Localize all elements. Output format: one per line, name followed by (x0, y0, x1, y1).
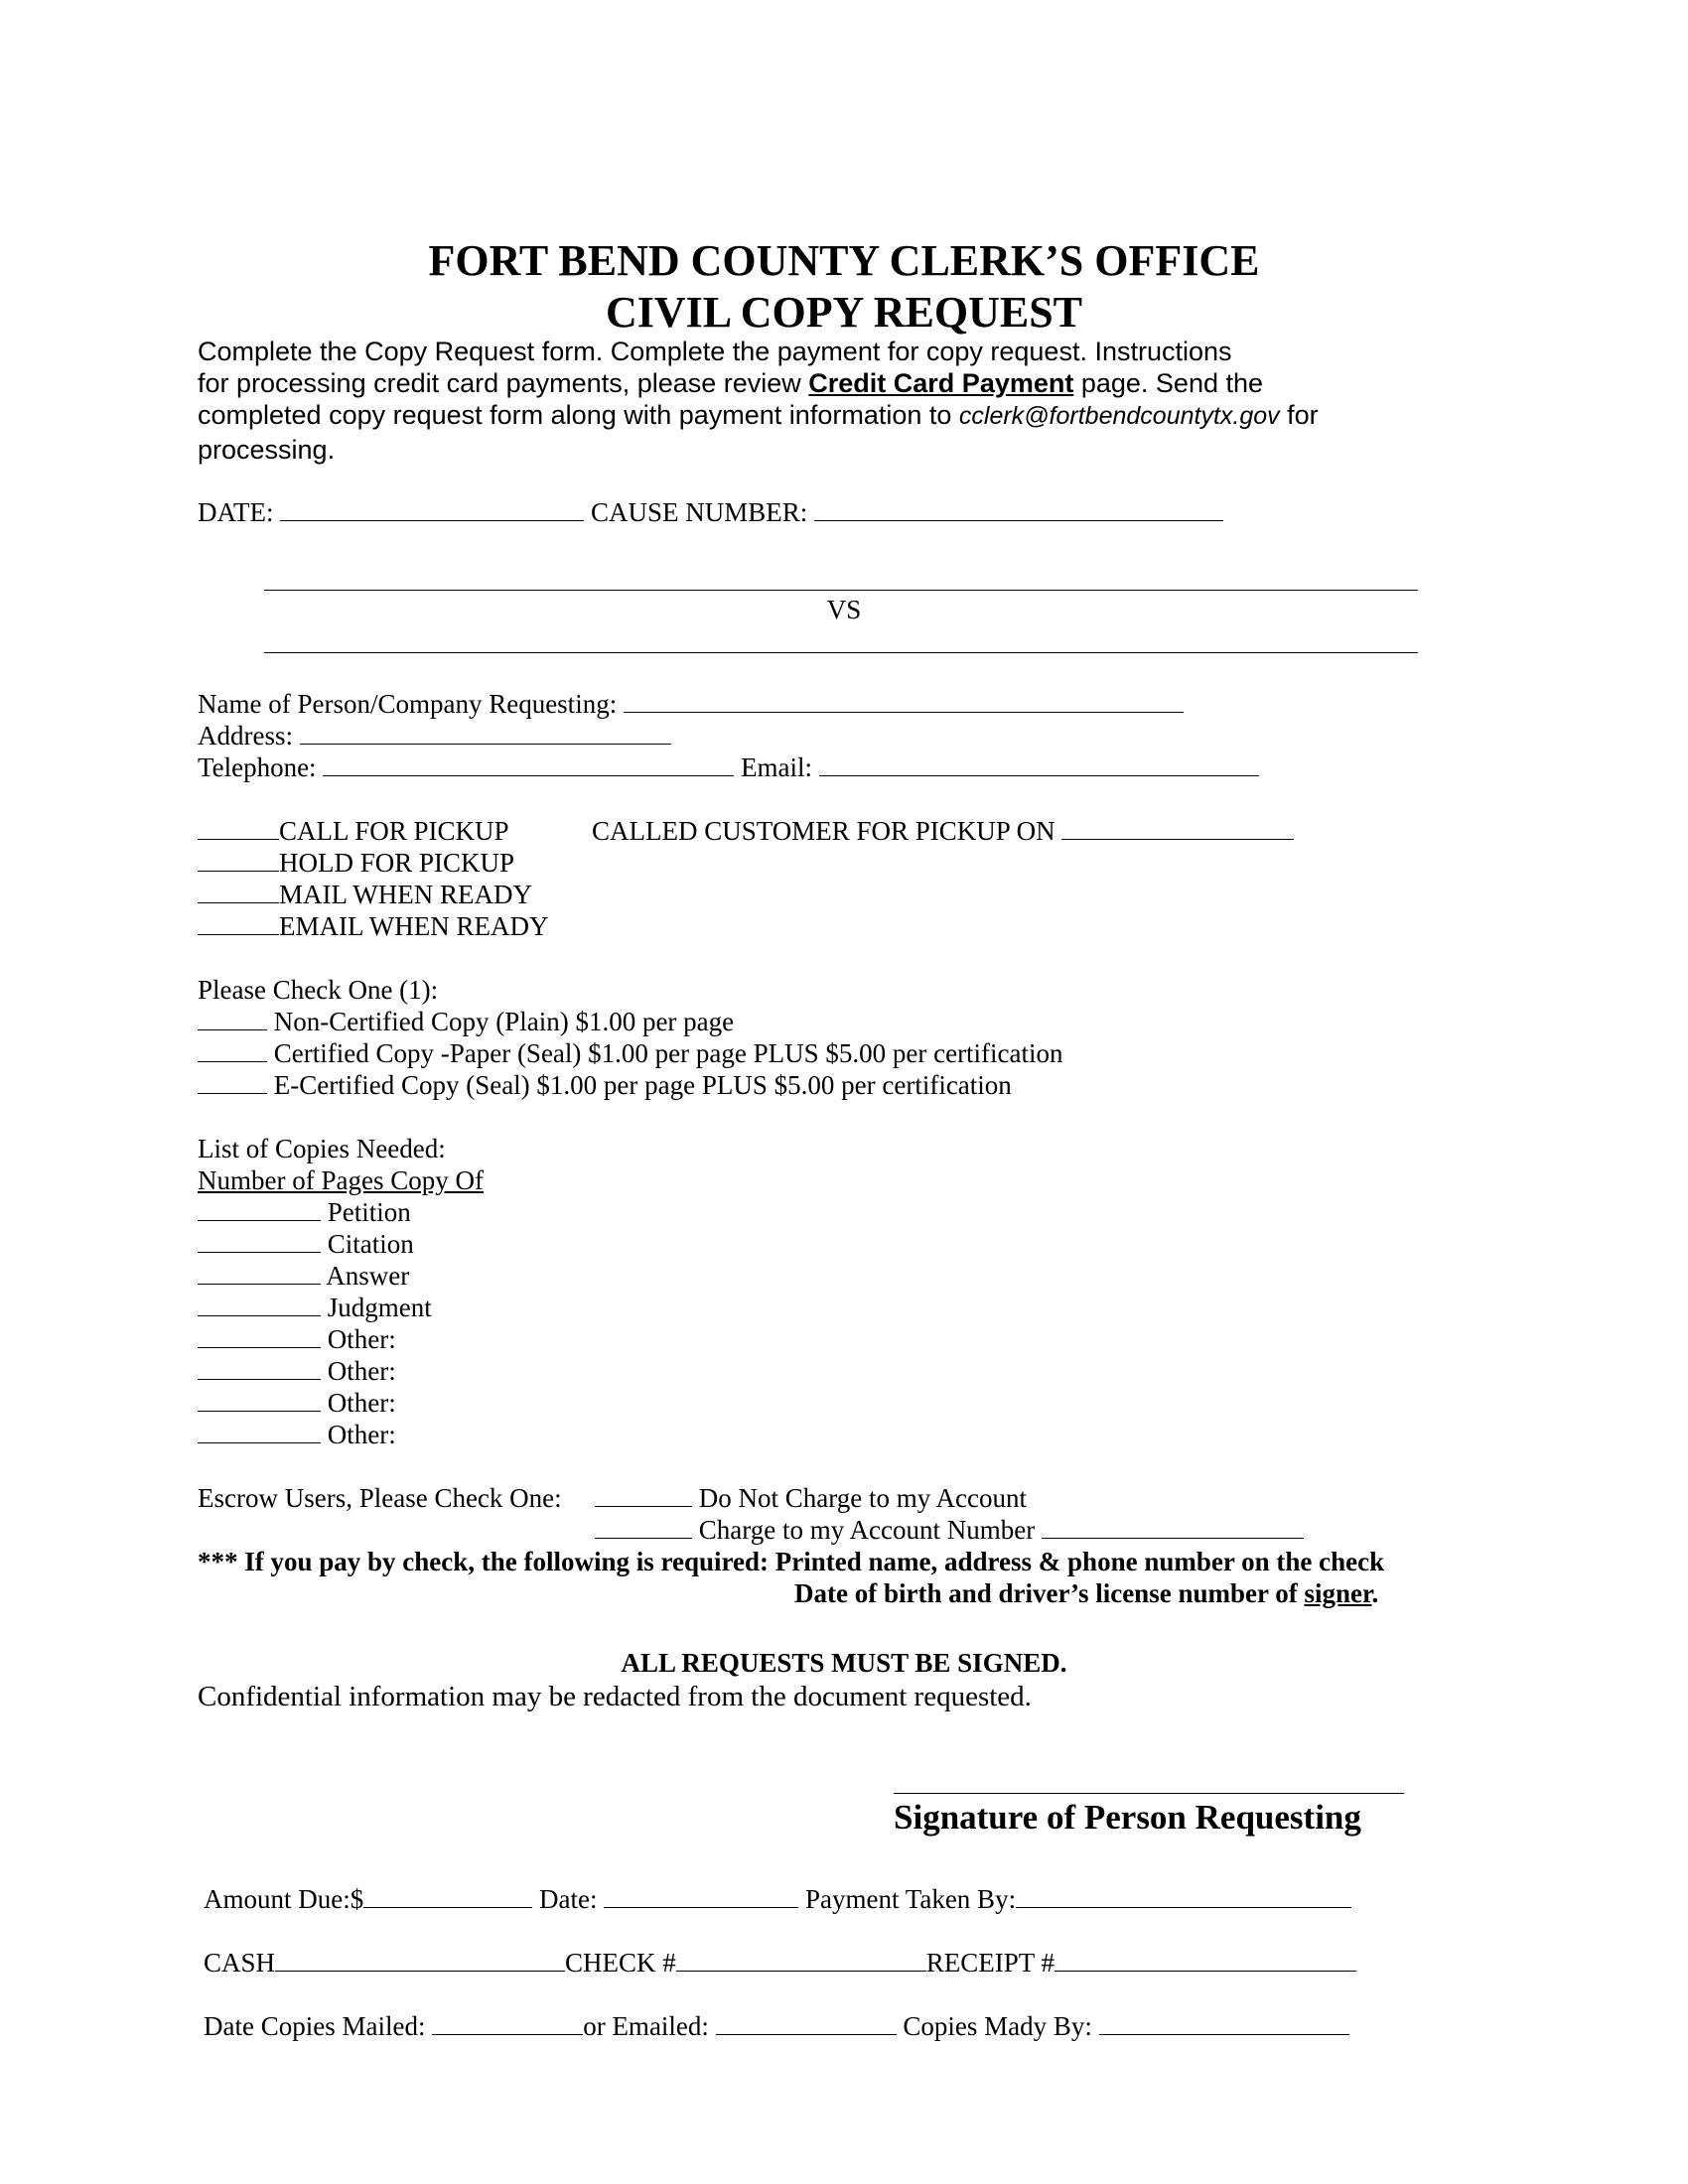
must-sign-notice: ALL REQUESTS MUST BE SIGNED. (621, 1648, 1067, 1678)
requester-name-row (198, 688, 1184, 720)
copies-made-field[interactable] (1099, 2010, 1349, 2035)
delivery-option: HOLD FOR PICKUP (198, 847, 514, 879)
cash-label: CASH (204, 1948, 276, 1978)
confidential-notice: Confidential information may be redacted from the document requested. (198, 1681, 1032, 1712)
copy-type-heading: Please Check One (1): (198, 975, 439, 1005)
page-count-field[interactable] (198, 1228, 321, 1253)
receipt-number-label: RECEIPT # (925, 1948, 1055, 1978)
copy-type-checkbox[interactable] (198, 1037, 267, 1062)
form-title-line1: FORT BEND COUNTY CLERK’S OFFICE (428, 236, 1260, 285)
date-row (198, 496, 1223, 528)
cause-number-label: CAUSE NUMBER: (591, 497, 808, 527)
delivery-option: MAIL WHEN READY (198, 879, 532, 910)
defendant-line[interactable] (264, 652, 1418, 653)
intro-line2: for processing credit card payments, please review Credit Card Payment page. Send the (198, 368, 1264, 398)
credit-card-payment-link[interactable]: Credit Card Payment (808, 368, 1074, 398)
payment-taken-label: Payment Taken By: (804, 1884, 1017, 1914)
amount-row (204, 1883, 1351, 1915)
address-row (198, 720, 671, 751)
page-count-field[interactable] (198, 1260, 321, 1285)
telephone-row (198, 751, 1259, 783)
copy-item: Other: (198, 1419, 396, 1450)
page-count-field[interactable] (198, 1419, 321, 1443)
copy-item: Citation (198, 1228, 414, 1260)
delivery-checkbox[interactable] (198, 847, 279, 872)
escrow-checkbox[interactable] (595, 1482, 692, 1507)
page-count-field[interactable] (198, 1292, 321, 1316)
copies-made-label: Copies Mady By: (903, 2011, 1092, 2041)
email-label: Email: (741, 752, 813, 782)
copy-item: Other: (198, 1355, 396, 1387)
amount-due-field[interactable] (363, 1883, 532, 1908)
escrow-checkbox[interactable] (595, 1514, 692, 1539)
or-emailed-label: or Emailed: (583, 2011, 709, 2041)
telephone-field[interactable] (323, 751, 734, 776)
copy-item: Other: (198, 1323, 396, 1355)
called-customer-label: CALLED CUSTOMER FOR PICKUP ON (592, 816, 1055, 846)
intro-line4: processing. (198, 435, 336, 465)
copy-item: Answer (198, 1260, 409, 1292)
page-count-field[interactable] (198, 1323, 321, 1348)
delivery-option: CALL FOR PICKUP (198, 815, 509, 847)
signature-line[interactable] (894, 1793, 1404, 1794)
check-notice-line1: *** If you pay by check, the following is required: Printed name, address & phone number on the check (198, 1547, 1385, 1576)
page-count-field[interactable] (198, 1196, 321, 1221)
payment-date-label: Date: (539, 1884, 598, 1914)
plaintiff-line[interactable] (264, 590, 1418, 591)
cash-field[interactable] (275, 1947, 565, 1972)
copy-type-checkbox[interactable] (198, 1069, 267, 1094)
vs-label: VS (826, 595, 862, 624)
copy-item: Petition (198, 1196, 411, 1228)
payment-method-row (204, 1947, 1356, 1979)
called-customer-date-field[interactable] (1061, 815, 1294, 840)
check-notice-line2: Date of birth and driver’s license number of signer. (794, 1578, 1379, 1608)
copy-item: Other: (198, 1387, 396, 1419)
amount-due-label: Amount Due:$ (204, 1884, 364, 1914)
copy-type-checkbox[interactable] (198, 1006, 267, 1030)
called-customer-row (592, 815, 1294, 847)
cause-number-field[interactable] (814, 496, 1223, 521)
date-mailed-field[interactable] (432, 2010, 583, 2035)
payment-taken-field[interactable] (1016, 1883, 1351, 1908)
address-label: Address: (198, 721, 293, 751)
payment-date-field[interactable] (604, 1883, 798, 1908)
copy-type-option: Non-Certified Copy (Plain) $1.00 per page (198, 1006, 734, 1037)
form-title-line2: CIVIL COPY REQUEST (605, 288, 1083, 337)
page-count-field[interactable] (198, 1355, 321, 1380)
check-number-field[interactable] (676, 1947, 926, 1972)
clerk-email-link[interactable]: cclerk@fortbendcountytx.gov (958, 402, 1280, 430)
date-emailed-field[interactable] (716, 2010, 897, 2035)
copies-subheading: Number of Pages Copy Of (198, 1165, 484, 1195)
delivery-checkbox[interactable] (198, 879, 279, 903)
requester-name-field[interactable] (624, 688, 1184, 713)
escrow-option: Charge to my Account Number (595, 1514, 1304, 1546)
intro-line1: Complete the Copy Request form. Complete the payment for copy request. Instructions (198, 337, 1232, 366)
delivery-checkbox[interactable] (198, 815, 279, 840)
telephone-label: Telephone: (198, 752, 317, 782)
date-mailed-label: Date Copies Mailed: (204, 2011, 426, 2041)
intro-line3: completed copy request form along with payment information to cclerk@fortbendcountytx.gov for (198, 400, 1319, 430)
date-field[interactable] (280, 496, 584, 521)
copy-item: Judgment (198, 1292, 432, 1323)
address-field[interactable] (300, 720, 671, 745)
copies-mailed-row (204, 2010, 1349, 2042)
date-label: DATE: (198, 497, 274, 527)
delivery-checkbox[interactable] (198, 910, 279, 935)
page-count-field[interactable] (198, 1387, 321, 1412)
escrow-label: Escrow Users, Please Check One: (198, 1483, 562, 1513)
copies-heading: List of Copies Needed: (198, 1134, 446, 1163)
requester-name-label: Name of Person/Company Requesting: (198, 689, 618, 719)
check-number-label: CHECK # (565, 1948, 676, 1978)
copy-type-option: Certified Copy -Paper (Seal) $1.00 per page PLUS $5.00 per certification (198, 1037, 1063, 1069)
account-number-field[interactable] (1042, 1514, 1304, 1539)
receipt-number-field[interactable] (1055, 1947, 1356, 1972)
delivery-option: EMAIL WHEN READY (198, 910, 548, 942)
signature-label: Signature of Person Requesting (894, 1798, 1361, 1837)
email-field[interactable] (819, 751, 1259, 776)
copy-type-option: E-Certified Copy (Seal) $1.00 per page PLUS $5.00 per certification (198, 1069, 1012, 1101)
escrow-option: Do Not Charge to my Account (595, 1482, 1027, 1514)
